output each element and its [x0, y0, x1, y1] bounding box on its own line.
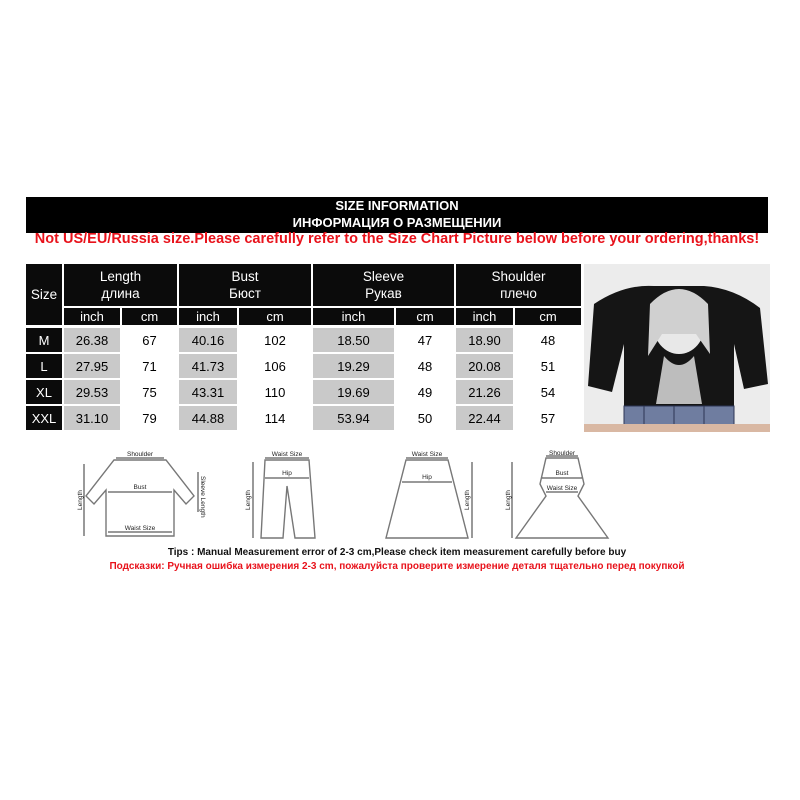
banner-title-en: SIZE INFORMATION: [335, 198, 459, 213]
table-cell: 47: [396, 328, 454, 352]
unit-header: cm: [515, 308, 581, 325]
pants-measurement-diagram: [235, 452, 325, 542]
group-header: [179, 264, 311, 306]
size-label: M: [26, 328, 62, 352]
size-column-header: Size: [26, 264, 62, 325]
product-photo: [584, 264, 770, 432]
table-cell: 110: [239, 380, 311, 404]
group-header-ru: Рукав: [365, 286, 402, 301]
unit-header: cm: [239, 308, 311, 325]
skirt-measurement-diagram: [378, 452, 474, 542]
group-header-en: Bust: [231, 269, 259, 284]
table-cell: 19.29: [313, 354, 394, 378]
size-information-banner: [26, 197, 768, 233]
table-cell: 22.44: [456, 406, 513, 430]
skirt-waist-label: Waist Size: [411, 451, 443, 458]
size-label: XL: [26, 380, 62, 404]
pants-hip-label: Hip: [282, 470, 292, 477]
group-header: [313, 264, 454, 306]
dress-bust-label: Bust: [555, 470, 569, 477]
group-header-ru: Бюст: [229, 286, 261, 301]
shirt-measurement-diagram: [74, 452, 206, 542]
skirt-hip-label: Hip: [422, 474, 432, 481]
group-header-en: Sleeve: [362, 269, 405, 284]
shirt-shoulder-label: Shoulder: [126, 451, 154, 458]
table-cell: 40.16: [179, 328, 237, 352]
dress-waist-label: Waist Size: [546, 485, 578, 492]
group-header-ru: длина: [101, 286, 140, 301]
table-cell: 79: [122, 406, 177, 430]
table-cell: 53.94: [313, 406, 394, 430]
size-table: [26, 264, 581, 432]
table-cell: 75: [122, 380, 177, 404]
table-cell: 102: [239, 328, 311, 352]
table-cell: 67: [122, 328, 177, 352]
tips-english: Tips : Manual Measurement error of 2-3 cm,Please check item measurement carefully before buy: [167, 547, 627, 558]
pants-length-label: Length: [245, 490, 252, 510]
unit-header: cm: [396, 308, 454, 325]
table-cell: 44.88: [179, 406, 237, 430]
table-cell: 71: [122, 354, 177, 378]
group-header: [64, 264, 177, 306]
unit-header: inch: [456, 308, 513, 325]
tips-russian: Подсказки: Ручная ошибка измерения 2-3 cm, пожалуйста проверите измерение деталя тщательно перед покупкой: [109, 561, 685, 572]
table-cell: 27.95: [64, 354, 120, 378]
shirt-bust-label: Bust: [133, 484, 147, 491]
table-cell: 51: [515, 354, 581, 378]
table-cell: 19.69: [313, 380, 394, 404]
table-cell: 48: [515, 328, 581, 352]
group-header-en: Shoulder: [491, 269, 546, 284]
shirt-sleeve-label: Sleeve Length: [199, 476, 206, 518]
group-header-en: Length: [99, 269, 142, 284]
size-label: L: [26, 354, 62, 378]
table-cell: 26.38: [64, 328, 120, 352]
table-cell: 18.90: [456, 328, 513, 352]
skirt-length-label: Length: [464, 490, 471, 510]
unit-header: inch: [64, 308, 120, 325]
table-cell: 20.08: [456, 354, 513, 378]
unit-header: inch: [313, 308, 394, 325]
size-notice: Not US/EU/Russia size.Please carefully refer to the Size Chart Picture below before your ordering,thanks!: [34, 231, 760, 247]
table-cell: 21.26: [456, 380, 513, 404]
table-cell: 18.50: [313, 328, 394, 352]
table-cell: 49: [396, 380, 454, 404]
group-header-ru: плечо: [500, 286, 537, 301]
table-cell: 114: [239, 406, 311, 430]
table-cell: 54: [515, 380, 581, 404]
pants-waist-label: Waist Size: [271, 451, 303, 458]
table-cell: 29.53: [64, 380, 120, 404]
table-cell: 106: [239, 354, 311, 378]
shirt-length-label: Length: [77, 490, 84, 510]
table-cell: 31.10: [64, 406, 120, 430]
size-label: XXL: [26, 406, 62, 430]
unit-header: inch: [179, 308, 237, 325]
dress-measurement-diagram: [505, 450, 616, 542]
unit-header: cm: [122, 308, 177, 325]
table-cell: 48: [396, 354, 454, 378]
table-cell: 41.73: [179, 354, 237, 378]
table-cell: 57: [515, 406, 581, 430]
shirt-waist-label: Waist Size: [124, 525, 156, 532]
dress-length-label: Length: [505, 490, 512, 510]
group-header: [456, 264, 581, 306]
dress-shoulder-label: Shoulder: [548, 450, 576, 457]
table-cell: 50: [396, 406, 454, 430]
table-cell: 43.31: [179, 380, 237, 404]
measurement-tips: [26, 546, 768, 574]
banner-title-ru: ИНФОРМАЦИЯ О РАЗМЕЩЕНИИ: [292, 215, 502, 230]
